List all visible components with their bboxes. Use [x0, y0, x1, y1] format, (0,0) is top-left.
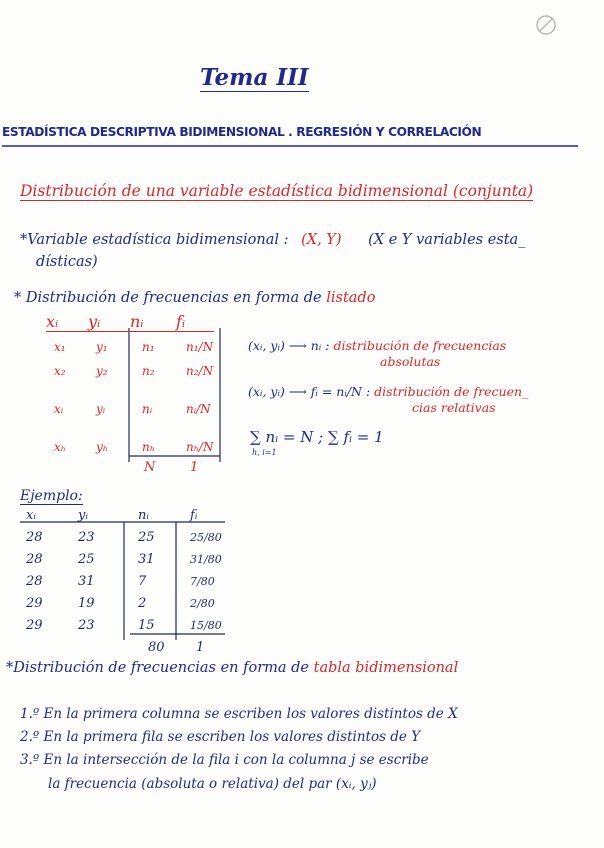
ejemplo-totals-row: 80 1 [148, 639, 205, 655]
absolute-distribution-cont: absolutas [380, 354, 441, 369]
table-row: 28 23 25 25/80 [26, 529, 222, 545]
tabla-heading: *Distribución de frecuencias en forma de tabla bidimensional [6, 660, 459, 676]
step-3: 3.º En la intersección de la fila i con la columna j se escribe [20, 752, 429, 768]
step-1: 1.º En la primera columna se escriben los valores distintos de X [20, 706, 458, 722]
table-row: 29 23 15 15/80 [26, 617, 222, 633]
listado-row-i: xᵢ yᵢ nᵢ nᵢ/N [54, 402, 211, 416]
ejemplo-label: Ejemplo: [20, 488, 83, 504]
listado-row-2: x₂ y₂ n₂ n₂/N [54, 364, 214, 378]
ejemplo-header-row: xᵢ yᵢ nᵢ fᵢ [26, 507, 198, 523]
page-title: Tema III [200, 64, 309, 91]
ejemplo-table [26, 504, 240, 658]
relative-distribution: (xᵢ, yᵢ) ⟶ fᵢ = nᵢ/N : distribución de frecuen_ [248, 384, 529, 399]
sum-limits: h, i=1 [252, 448, 277, 457]
listado-header-f: fᵢ [176, 312, 186, 331]
step-3-cont: la frecuencia (absoluta o relativa) del par (xᵢ, yⱼ) [48, 776, 377, 792]
listado-totals: N 1 [144, 460, 199, 475]
listado-header-n: nᵢ [130, 312, 144, 331]
listado-heading: * Distribución de frecuencias en forma de listado [14, 290, 376, 306]
table-row: 28 31 7 7/80 [26, 573, 215, 589]
listado-header-row [46, 312, 214, 332]
section-heading: Distribución de una variable estadística bidimensional (conjunta) [20, 182, 534, 200]
absolute-distribution: (xᵢ, yᵢ) ⟶ nᵢ : distribución de frecuencias [248, 338, 507, 353]
listado-row-1: x₁ y₁ n₁ n₁/N [54, 340, 214, 354]
listado-header-x: xᵢ [46, 312, 59, 331]
variable-definition-note: dísticas) [36, 254, 98, 270]
step-2: 2.º En la primera fila se escriben los valores distintos de Y [20, 729, 421, 745]
table-row: 29 19 2 2/80 [26, 595, 215, 611]
relative-distribution-cont: cias relativas [412, 400, 496, 415]
table-row: 28 25 31 31/80 [26, 551, 222, 567]
punch-mark-icon [537, 16, 555, 34]
page-subtitle: ESTADÍSTICA DESCRIPTIVA BIDIMENSIONAL . REGRESIÓN Y CORRELACIÓN [2, 125, 482, 139]
listado-row-h: xₕ yₕ nₕ nₕ/N [54, 440, 214, 454]
listado-header-y: yᵢ [88, 312, 101, 331]
sum-formula: ∑ nᵢ = N ; ∑ fᵢ = 1 [250, 428, 384, 446]
listado-table [46, 312, 226, 332]
variable-definition: *Variable estadística bidimensional : (X, Y) (X e Y variables esta_ [20, 232, 526, 248]
